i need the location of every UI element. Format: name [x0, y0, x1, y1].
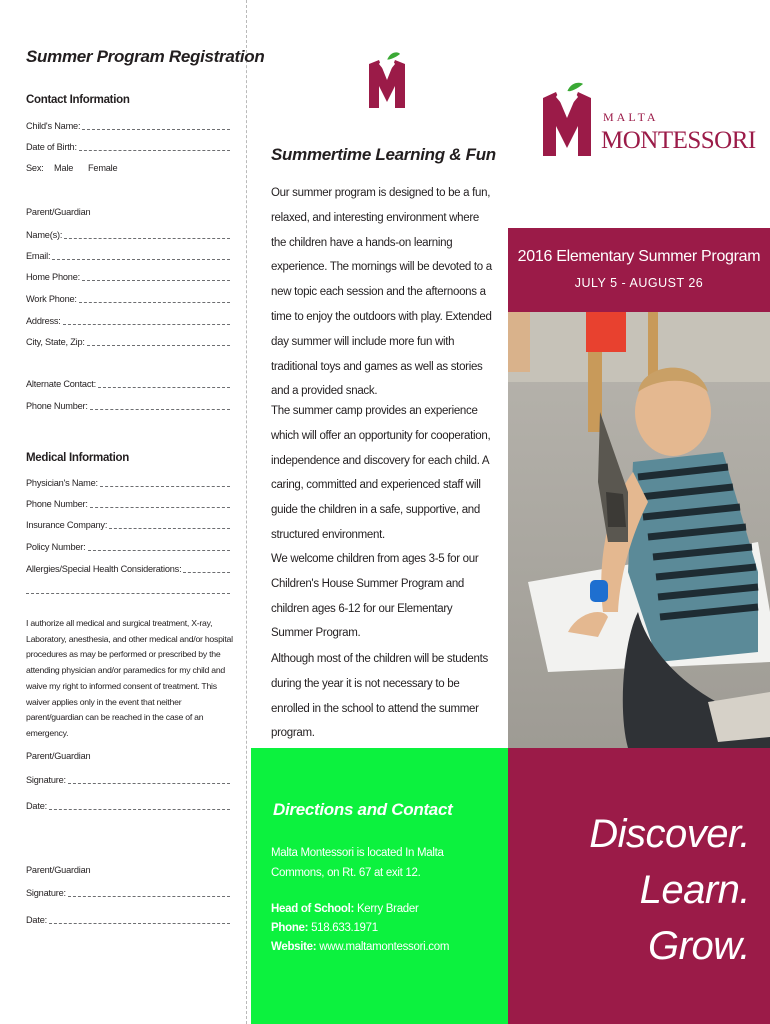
- website-row: [271, 938, 449, 957]
- policy-label: Policy Number:: [26, 542, 86, 552]
- allergies-field[interactable]: [26, 563, 230, 575]
- physician-phone-line[interactable]: [90, 498, 230, 508]
- signature2-line[interactable]: [68, 887, 230, 897]
- apple-m-logo-icon: [367, 50, 407, 112]
- head-of-school-row: [271, 900, 449, 919]
- child-drawing-photo: [508, 312, 770, 748]
- medical-waiver-text: I authorize all medical and surgical treatment, X-ray, Laboratory, anesthesia, and other medical and/or hospital procedures as may be performed or prescribed by the attending physician and/or paramedics for my child and waive my right to informed consent of treatment. This waiver applies only in the event that neither parent/guardian can be reached in the case of an emergency.: [26, 618, 233, 738]
- allergies-label: Allergies/Special Health Considerations:: [26, 564, 182, 574]
- sex-female-option[interactable]: Female: [88, 163, 118, 173]
- head-of-school-label: Head of School:: [271, 903, 355, 915]
- slogan-grow: Grow.: [648, 924, 750, 968]
- website-label: Website:: [271, 941, 317, 953]
- allergies-line[interactable]: [183, 563, 230, 573]
- location-text: Malta Montessori is located In Malta Commons, on Rt. 67 at exit 12.: [271, 847, 444, 879]
- alternate-phone-line[interactable]: [90, 400, 230, 410]
- program-banner: [508, 228, 770, 312]
- names-label: Name(s):: [26, 230, 63, 240]
- home-phone-line[interactable]: [82, 271, 230, 281]
- signature1-field[interactable]: [26, 774, 230, 786]
- slogan-learn: Learn.: [639, 868, 750, 912]
- fold-cut-line: [246, 0, 247, 1024]
- signature1-label: Signature:: [26, 775, 66, 785]
- camp-paragraph: The summer camp provides an experience which will offer an opportunity for cooperation, independence and discovery for each child. A caring, committed and experienced staff will guide the children in a safe, supportive, and structured environment.: [271, 405, 491, 541]
- sex-label: Sex:: [26, 163, 44, 173]
- home-phone-field[interactable]: [26, 271, 230, 283]
- alternate-contact-label: Alternate Contact:: [26, 379, 96, 389]
- phone-row: [271, 919, 449, 938]
- signature2-label: Signature:: [26, 888, 66, 898]
- program-title: 2016 Elementary Summer Program: [517, 248, 761, 265]
- email-field[interactable]: [26, 250, 230, 262]
- policy-field[interactable]: [26, 541, 230, 553]
- insurance-label: Insurance Company:: [26, 520, 108, 530]
- ages-paragraph: We welcome children from ages 3-5 for our Children's House Summer Program and children ages 6-12 for our Elementary Summer Program.: [271, 553, 479, 640]
- sex-male-option[interactable]: Male: [54, 163, 74, 173]
- names-line[interactable]: [64, 229, 230, 239]
- signature1-date-line[interactable]: [49, 800, 230, 810]
- summertime-title: Summertime Learning & Fun: [271, 145, 496, 164]
- intro-paragraph: Our summer program is designed to be a fun, relaxed, and interesting environment where the children have a hands-on learning experience. The mornings will be devoted to a new topic each session and the afternoons a time to enjoy the outdoors with play. Extended day summer will include more fun with traditional toys and games as well as stories and a provided snack.: [271, 187, 492, 398]
- slogan: [589, 806, 750, 974]
- allergies-extra-field[interactable]: [26, 584, 230, 594]
- work-phone-line[interactable]: [79, 293, 230, 303]
- dob-label: Date of Birth:: [26, 142, 77, 152]
- signature1-parent-label: Parent/Guardian: [26, 751, 91, 761]
- insurance-line[interactable]: [109, 519, 230, 529]
- website-link[interactable]: www.maltamontessori.com: [319, 941, 450, 953]
- physician-label: Physician's Name:: [26, 478, 98, 488]
- physician-field[interactable]: [26, 477, 230, 489]
- signature1-date-label: Date:: [26, 801, 47, 811]
- program-dates: JULY 5 - AUGUST 26: [574, 276, 704, 290]
- email-label: Email:: [26, 251, 51, 261]
- enrollment-paragraph: Although most of the children will be students during the year it is not necessary to be enrolled in the school to attend the summer program.: [271, 653, 488, 740]
- signature2-date-label: Date:: [26, 915, 47, 925]
- contact-heading: Contact Information: [26, 94, 130, 106]
- alternate-contact-line[interactable]: [98, 378, 230, 388]
- address-field[interactable]: [26, 315, 230, 327]
- address-line[interactable]: [63, 315, 230, 325]
- email-line[interactable]: [52, 250, 230, 260]
- logo-malta-text: MALTA: [603, 110, 659, 124]
- alternate-phone-field[interactable]: [26, 400, 230, 412]
- dob-line[interactable]: [79, 141, 230, 151]
- contact-lines: [271, 900, 449, 957]
- phone-value[interactable]: 518.633.1971: [311, 922, 378, 934]
- signature2-date-field[interactable]: [26, 914, 230, 926]
- childs-name-label: Child's Name:: [26, 121, 81, 131]
- insurance-field[interactable]: [26, 519, 230, 531]
- childs-name-line[interactable]: [82, 120, 230, 130]
- home-phone-label: Home Phone:: [26, 272, 80, 282]
- city-state-zip-field[interactable]: [26, 336, 230, 348]
- address-label: Address:: [26, 316, 61, 326]
- signature1-date-field[interactable]: [26, 800, 230, 812]
- head-of-school-value: Kerry Brader: [356, 903, 419, 915]
- signature2-parent-label: Parent/Guardian: [26, 865, 91, 875]
- city-state-zip-line[interactable]: [87, 336, 230, 346]
- slogan-discover: Discover.: [589, 812, 750, 856]
- directions-title: Directions and Contact: [273, 800, 453, 819]
- alternate-contact-field[interactable]: [26, 378, 230, 390]
- directions-panel: [251, 748, 508, 1024]
- names-field[interactable]: [26, 229, 230, 241]
- childs-name-field[interactable]: [26, 120, 230, 132]
- phone-label: Phone:: [271, 922, 309, 934]
- allergies-extra-line[interactable]: [26, 584, 230, 594]
- registration-title: Summer Program Registration: [26, 47, 265, 66]
- medical-heading: Medical Information: [26, 452, 129, 464]
- parent-guardian-label: Parent/Guardian: [26, 207, 91, 217]
- sex-field: [26, 163, 117, 173]
- signature2-field[interactable]: [26, 887, 230, 899]
- malta-montessori-logo-icon: [541, 80, 593, 158]
- physician-line[interactable]: [100, 477, 230, 487]
- logo-montessori-text: MONTESSORI: [601, 127, 756, 154]
- physician-phone-field[interactable]: [26, 498, 230, 510]
- policy-line[interactable]: [88, 541, 231, 551]
- signature1-line[interactable]: [68, 774, 230, 784]
- city-state-zip-label: City, State, Zip:: [26, 337, 85, 347]
- alternate-phone-label: Phone Number:: [26, 401, 88, 411]
- work-phone-field[interactable]: [26, 293, 230, 305]
- work-phone-label: Work Phone:: [26, 294, 77, 304]
- physician-phone-label: Phone Number:: [26, 499, 88, 509]
- dob-field[interactable]: [26, 141, 230, 153]
- signature2-date-line[interactable]: [49, 914, 230, 924]
